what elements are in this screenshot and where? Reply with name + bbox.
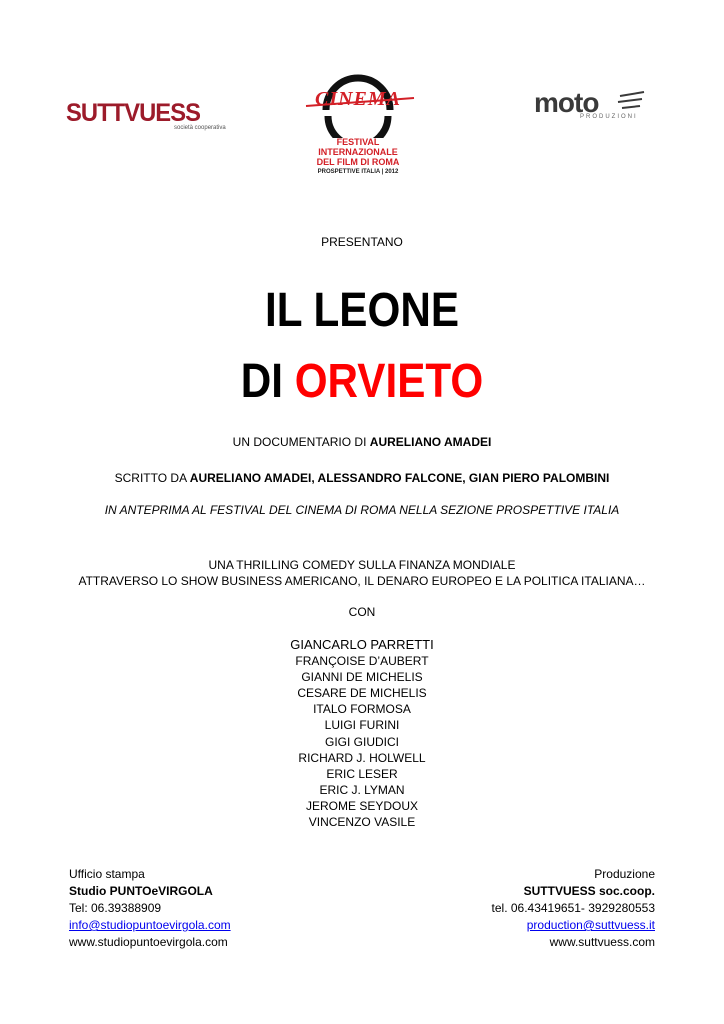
production-label: Produzione — [594, 867, 655, 881]
festival-logo-subtitle: PROSPETTIVE ITALIA | 2012 — [317, 169, 399, 175]
cast-member: GIGI GIUDICI — [324, 734, 399, 749]
cast-member: GIANNI DE MICHELIS — [301, 670, 423, 685]
production-website: www.suttvuess.com — [549, 935, 655, 949]
title-line-2 — [43, 353, 680, 411]
production-phone: tel. 06.43419651- 3929280553 — [491, 901, 655, 915]
cast-member: LUIGI FURINI — [324, 718, 400, 733]
production-company: SUTTVUESS soc.coop. — [523, 884, 655, 898]
moto-produzioni-logo — [530, 88, 646, 124]
cast-member: ERIC LESER — [326, 766, 398, 781]
cast-member: FRANÇOISE D’AUBERT — [295, 654, 429, 669]
production-block — [492, 866, 655, 951]
press-company: Studio PUNTOeVIRGOLA — [69, 884, 213, 898]
cast-member: GIANCARLO PARRETTI — [290, 637, 434, 652]
tagline-line-1: UNA THRILLING COMEDY SULLA FINANZA MONDIALE — [208, 558, 516, 572]
cast-member: JEROME SEYDOUX — [305, 798, 419, 813]
presentano-label: PRESENTANO — [321, 235, 403, 249]
festival-logo-word: CINEMA — [314, 88, 402, 110]
cast-member: CESARE DE MICHELIS — [297, 686, 427, 701]
documentary-credit — [0, 434, 724, 450]
cast-member: VINCENZO VASILE — [308, 815, 416, 830]
festival-logo-line: DEL FILM DI ROMA — [316, 157, 400, 167]
press-office-block — [69, 866, 231, 951]
moto-logo-tagline: PRODUZIONI — [580, 114, 638, 120]
speed-lines-icon — [616, 90, 646, 114]
festival-logo-line: FESTIVAL — [336, 137, 380, 147]
suttvuess-logo — [66, 99, 226, 136]
documentary-author: AURELIANO AMADEI — [369, 435, 492, 449]
festival-logo-line: INTERNAZIONALE — [318, 147, 398, 157]
documentary-prefix: UN DOCUMENTARIO DI — [232, 435, 367, 449]
writers-credit — [0, 470, 724, 486]
press-email-link[interactable]: info@studiopuntoevirgola.com — [69, 918, 231, 932]
festival-logo-text — [296, 137, 420, 167]
cast-member: ITALO FORMOSA — [313, 702, 411, 717]
cast-list — [0, 637, 724, 830]
writers-names: AURELIANO AMADEI, ALESSANDRO FALCONE, GIAN PIERO PALOMBINI — [189, 471, 610, 485]
writers-prefix: SCRITTO DA — [114, 471, 187, 485]
festival-cinema-logo — [296, 68, 420, 180]
cast-member: ERIC J. LYMAN — [319, 782, 405, 797]
suttvuess-logo-tagline: società cooperativa — [174, 125, 226, 131]
con-label: CON — [348, 605, 376, 619]
title-line-1: IL LEONE — [264, 284, 460, 337]
preview-note: IN ANTEPRIMA AL FESTIVAL DEL CINEMA DI ROMA NELLA SEZIONE PROSPETTIVE ITALIA — [104, 503, 620, 517]
title-prefix: DI — [240, 355, 283, 408]
press-phone: Tel: 06.39388909 — [69, 901, 162, 915]
press-website: www.studiopuntoevirgola.com — [69, 935, 228, 949]
cast-member: RICHARD J. HOLWELL — [298, 750, 426, 765]
production-email-link[interactable]: production@suttvuess.it — [526, 918, 655, 932]
tagline-line-2: ATTRAVERSO LO SHOW BUSINESS AMERICANO, IL DENARO EUROPEO E LA POLITICA ITALIANA… — [78, 574, 646, 588]
suttvuess-logo-name: SUTTVUESS — [66, 99, 200, 127]
press-label: Ufficio stampa — [69, 867, 145, 881]
title-highlight: ORVIETO — [294, 355, 484, 408]
moto-logo-name: moto — [534, 87, 599, 118]
